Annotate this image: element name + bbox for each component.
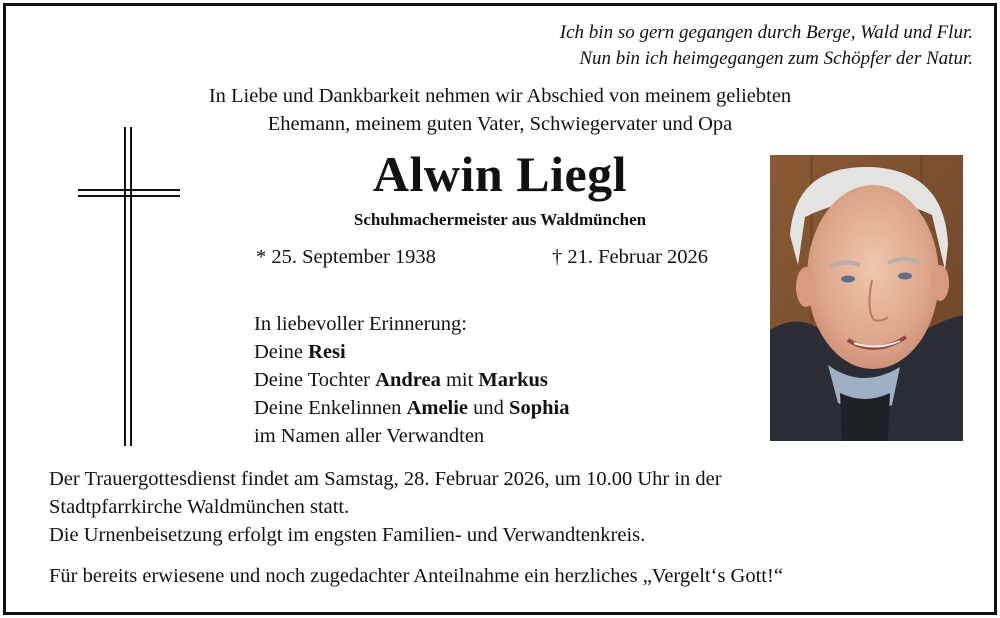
intro-line-1: In Liebe und Dankbarkeit nehmen wir Abschied von meinem geliebten bbox=[208, 85, 792, 107]
mourner-line-1: Deine Resi bbox=[254, 341, 346, 363]
mourner-name: Resi bbox=[308, 341, 346, 363]
motto-line-1: Ich bin so gern gegangen durch Berge, Wald und Flur. bbox=[559, 22, 973, 43]
service-line-3: Die Urnenbeisetzung erfolgt im engsten Familien- und Verwandtenkreis. bbox=[49, 524, 646, 546]
deceased-name: Alwin Liegl bbox=[372, 146, 628, 202]
mourner-line-2: Deine Tochter Andrea mit Markus bbox=[254, 369, 548, 391]
mourner-name: Amelie bbox=[406, 397, 469, 419]
intro-line-2: Ehemann, meinem guten Vater, Schwiegervater und Opa bbox=[267, 113, 733, 135]
thanks-line: Für bereits erwiesene und noch zugedachter Anteilnahme ein herzliches „Vergelt‘s Gott!“ bbox=[49, 565, 783, 587]
portrait-photo bbox=[770, 155, 963, 441]
deceased-occupation: Schuhmachermeister aus Waldmünchen bbox=[353, 210, 647, 229]
service-line-2: Stadtpfarrkirche Waldmünchen statt. bbox=[49, 496, 350, 518]
mourner-line-4: im Namen aller Verwandten bbox=[254, 425, 485, 447]
motto-line-2: Nun bin ich heimgegangen zum Schöpfer der Natur. bbox=[579, 48, 973, 69]
birth-date: * 25. September 1938 bbox=[256, 246, 436, 268]
death-date: † 21. Februar 2026 bbox=[552, 246, 709, 268]
service-line-1: Der Trauergottesdienst findet am Samstag, 28. Februar 2026, um 10.00 Uhr in der bbox=[49, 468, 722, 490]
mourner-line-3: Deine Enkelinnen Amelie und Sophia bbox=[254, 397, 570, 419]
mourner-name: Andrea bbox=[375, 369, 441, 391]
mourner-name: Sophia bbox=[509, 397, 570, 419]
mourner-name: Markus bbox=[478, 369, 548, 391]
mourners-heading: In liebevoller Erinnerung: bbox=[254, 313, 467, 335]
